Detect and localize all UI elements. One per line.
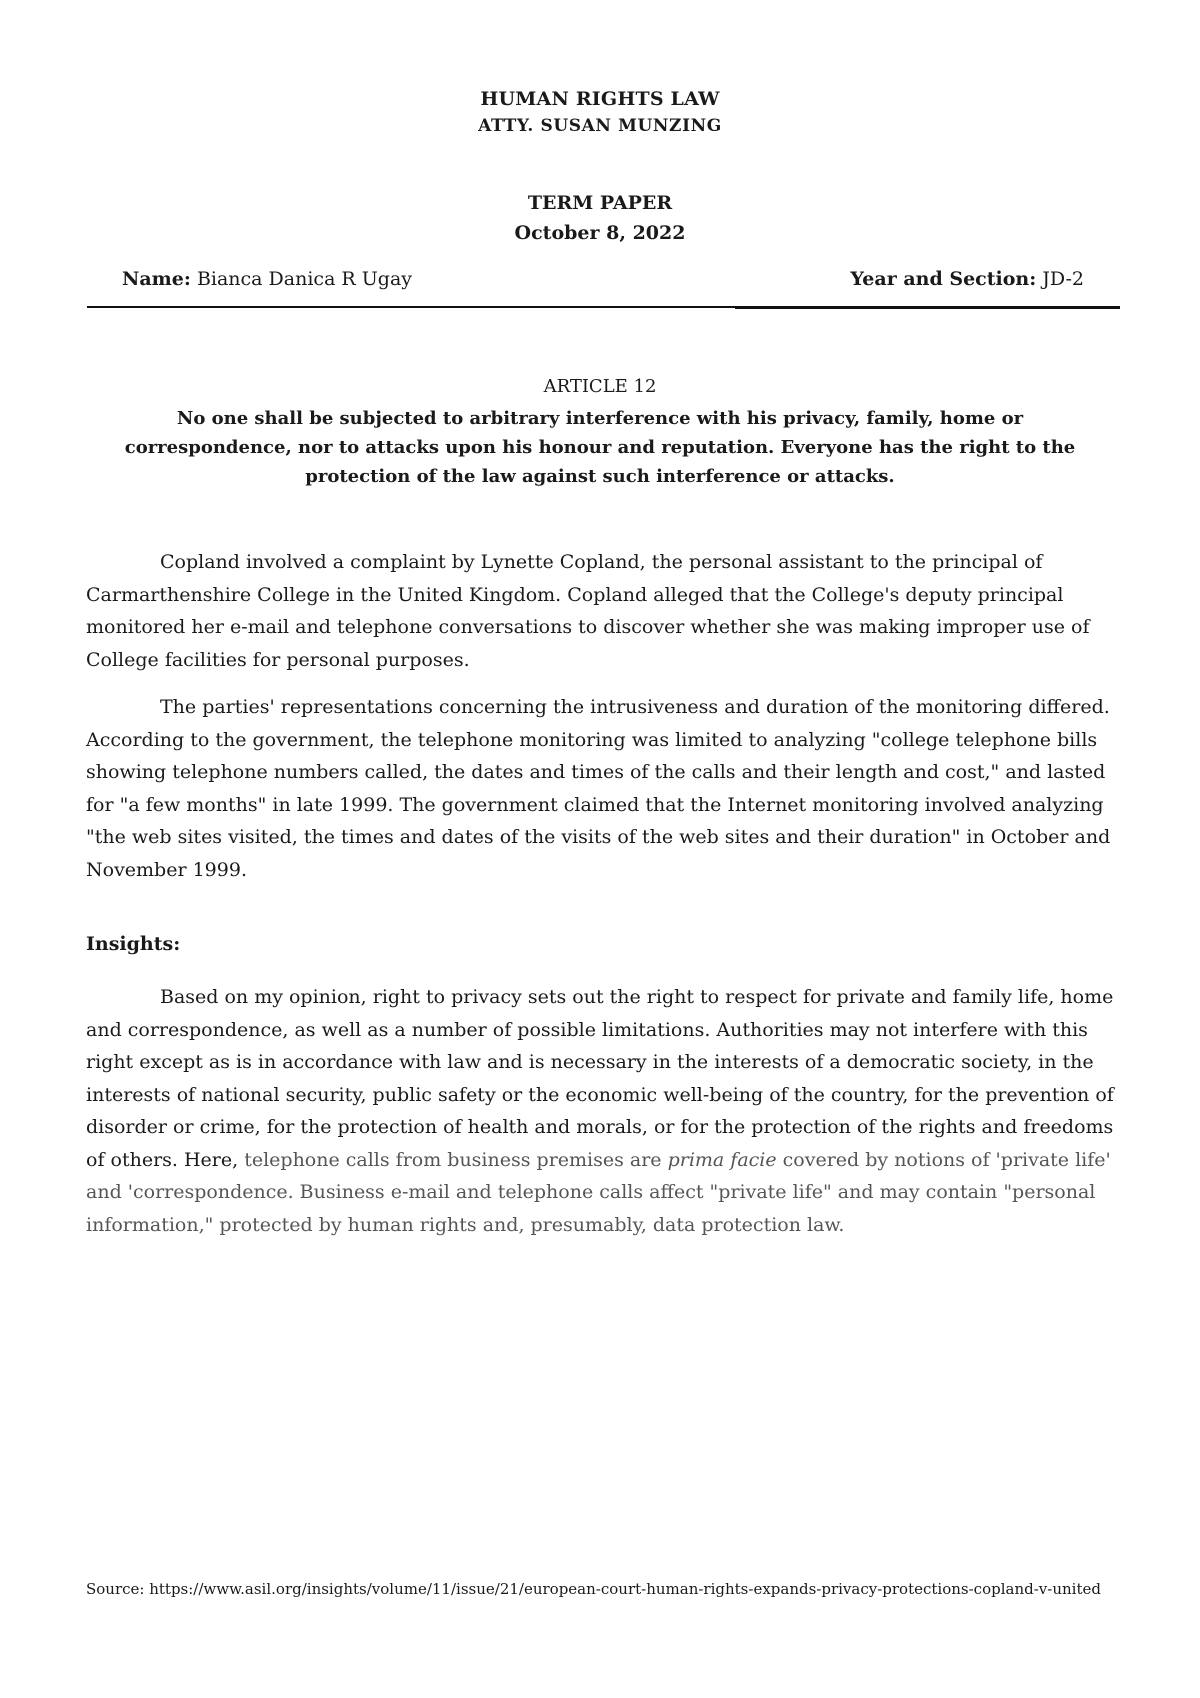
paper-date: October 8, 2022 — [514, 222, 686, 244]
body-paragraph-2 — [86, 691, 1122, 886]
section-value: JD-2 — [1042, 268, 1084, 290]
paper-type: TERM PAPER — [527, 192, 673, 214]
insights-paragraph — [86, 981, 1122, 1241]
article-heading: ARTICLE 12 — [543, 376, 657, 397]
paragraph-text: Copland involved a complaint by Lynette Copland, the personal assistant to the principal of Carmarthenshire College in the United Kingdom. Copland alleged that the College's deputy principal monitored her e-mail and telephone conversations to discover whether she was making improper use of College facilities for personal purposes. — [86, 551, 1090, 671]
instructor-name: ATTY. SUSAN MUNZING — [478, 116, 722, 136]
insights-heading: Insights: — [86, 933, 181, 955]
insights-main-text: Based on my opinion, right to privacy sets out the right to respect for private and family life, home and correspondence, as well as a number of possible limitations. Authorities may not interfere with this right except as is in accordance with law and is necessary in the interests of a democratic society, in the interests of national security, public safety or the economic well-being of the country, for the prevention of disorder or crime, for the protection of health and morals, or for the protection of the rights and freedoms of others. Here, — [86, 986, 1114, 1171]
name-label: Name: — [122, 268, 191, 290]
insights-quoted-text-a: telephone calls from business premises are — [244, 1148, 668, 1171]
section-label: Year and Section: — [850, 268, 1037, 290]
insights-quoted-text-b: covered by notions of 'private life' and 'correspondence. Business e-mail and telephone calls affect "private life" and may contain "personal information," protected by human rights and, presumably, data protection law. — [86, 1148, 1111, 1236]
insights-text — [86, 981, 1122, 1241]
course-title: HUMAN RIGHTS LAW — [480, 88, 720, 110]
student-section — [850, 268, 1084, 290]
name-value: Bianca Danica R Ugay — [196, 268, 413, 290]
source-citation: Source: https://www.asil.org/insights/volume/11/issue/21/european-court-human-rights-expands-privacy-protections-copland-v-united — [86, 1580, 1101, 1598]
body-paragraph-1 — [86, 546, 1122, 676]
paragraph-text: The parties' representations concerning the intrusiveness and duration of the monitoring differed. According to the government, the telephone monitoring was limited to analyzing "college telephone bills showing telephone numbers called, the dates and times of the calls and their length and cost," and lasted for "a few months" in late 1999. The government claimed that the Internet monitoring involved analyzing "the web sites visited, the times and dates of the visits of the web sites and their duration" in October and November 1999. — [86, 696, 1111, 881]
article-text: No one shall be subjected to arbitrary interference with his privacy, family, home or correspondence, nor to attacks upon his honour and reputation. Everyone has the right to the protection of the law against such interference or attacks. — [124, 408, 1076, 487]
header-divider-accent — [735, 306, 1120, 309]
student-name — [122, 268, 412, 290]
insights-italic-term: prima facie — [667, 1148, 777, 1171]
